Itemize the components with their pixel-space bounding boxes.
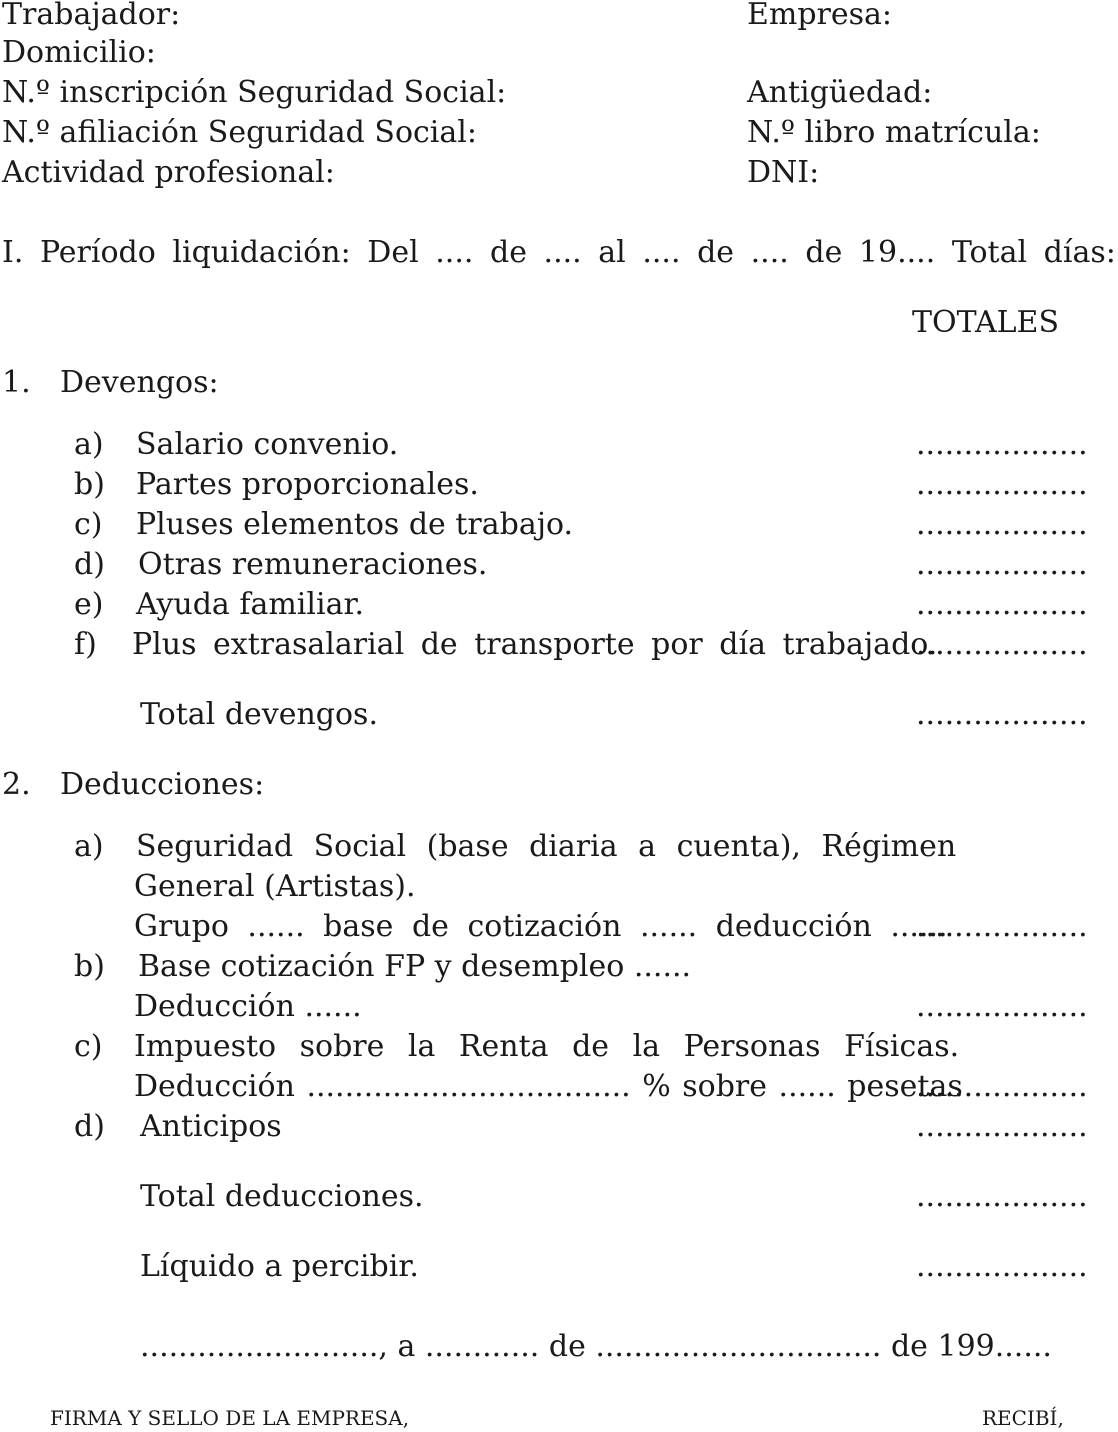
dni-label: DNI: [747, 155, 820, 190]
item-text: Partes proporcionales. [136, 467, 479, 502]
periodo-word: .... [435, 235, 474, 270]
periodo-word: de [805, 235, 843, 270]
periodo-word: Total [951, 235, 1028, 270]
item-letter: f) [74, 627, 97, 662]
item-letter: b) [74, 949, 105, 984]
periodo-word: Período [39, 235, 156, 270]
totales-heading: TOTALES [912, 305, 1060, 340]
periodo-word: de [490, 235, 527, 270]
periodo-word: .... [750, 235, 789, 270]
periodo-word: .... [543, 235, 582, 270]
devengos-title: Devengos: [60, 365, 219, 400]
firma-empresa-label: FIRMA Y SELLO DE LA EMPRESA, [50, 1406, 410, 1430]
item-dots: .................. [916, 1069, 1088, 1104]
domicilio-label: Domicilio: [2, 35, 156, 70]
inscripcion-ss-label: N.º inscripción Seguridad Social: [2, 75, 507, 110]
item-letter: c) [74, 1029, 103, 1064]
periodo-word: I. [2, 235, 24, 270]
trabajador-label: Trabajador: [2, 0, 181, 32]
item-text: Seguridad Social (base diaria a cuenta), Régimen [136, 829, 957, 864]
item-dots: .................. [916, 467, 1088, 502]
item-letter: c) [74, 507, 103, 542]
total-deducciones-label: Total deducciones. [140, 1179, 424, 1214]
item-text: Deducción .................................. % sobre ...... pesetas [134, 1069, 963, 1104]
periodo-word: .... [642, 235, 681, 270]
item-letter: a) [74, 829, 104, 864]
antiguedad-label: Antigüedad: [747, 75, 933, 110]
item-text: Base cotización FP y desempleo ...... [138, 949, 692, 984]
periodo-word: de [697, 235, 735, 270]
periodo-word: días: [1043, 235, 1116, 270]
item-text: Salario convenio. [136, 427, 399, 462]
item-letter: b) [74, 467, 105, 502]
total-deducciones-dots: .................. [916, 1179, 1088, 1214]
item-letter: d) [74, 1109, 105, 1144]
fecha-line: ........................., a ............ de .............................. de 199...... [140, 1329, 1052, 1364]
recibi-label: RECIBÍ, [982, 1406, 1064, 1430]
liquido-label: Líquido a percibir. [140, 1249, 419, 1284]
total-devengos-dots: .................. [916, 697, 1088, 732]
item-text: Otras remuneraciones. [138, 547, 488, 582]
liquido-dots: .................. [916, 1249, 1088, 1284]
periodo-word: liquidación: [172, 235, 351, 270]
actividad-label: Actividad profesional: [2, 155, 335, 190]
item-letter: a) [74, 427, 104, 462]
periodo-liquidacion [2, 235, 1116, 270]
item-dots: .................. [916, 989, 1088, 1024]
section-number: 2. [2, 767, 31, 802]
item-dots: .................. [916, 909, 1088, 944]
item-dots: .................. [916, 547, 1088, 582]
item-text: Impuesto sobre la Renta de la Personas Físicas. [134, 1029, 960, 1064]
item-dots: .................. [916, 507, 1088, 542]
afiliacion-ss-label: N.º afiliación Seguridad Social: [2, 115, 477, 150]
item-text: Pluses elementos de trabajo. [136, 507, 574, 542]
libro-matricula-label: N.º libro matrícula: [747, 115, 1041, 150]
item-text: Ayuda familiar. [136, 587, 365, 622]
item-dots: .................. [916, 627, 1088, 662]
item-dots: .................. [916, 587, 1088, 622]
empresa-label: Empresa: [747, 0, 893, 32]
periodo-word: al [598, 235, 626, 270]
deducciones-title: Deducciones: [60, 767, 265, 802]
periodo-word: Del [367, 235, 419, 270]
item-letter: e) [74, 587, 104, 622]
total-devengos-label: Total devengos. [140, 697, 378, 732]
periodo-word: 19.... [858, 235, 936, 270]
section-number: 1. [2, 365, 31, 400]
item-text: Anticipos [140, 1109, 282, 1144]
item-text: General (Artistas). [134, 869, 416, 904]
item-text: Plus extrasalarial de transporte por día trabajado. [132, 627, 938, 662]
item-dots: .................. [916, 1109, 1088, 1144]
item-letter: d) [74, 547, 105, 582]
item-dots: .................. [916, 427, 1088, 462]
item-text: Grupo ...... base de cotización ...... deducción ...... [134, 909, 948, 944]
item-text: Deducción ...... [134, 989, 362, 1024]
item-text-justified [132, 627, 938, 662]
